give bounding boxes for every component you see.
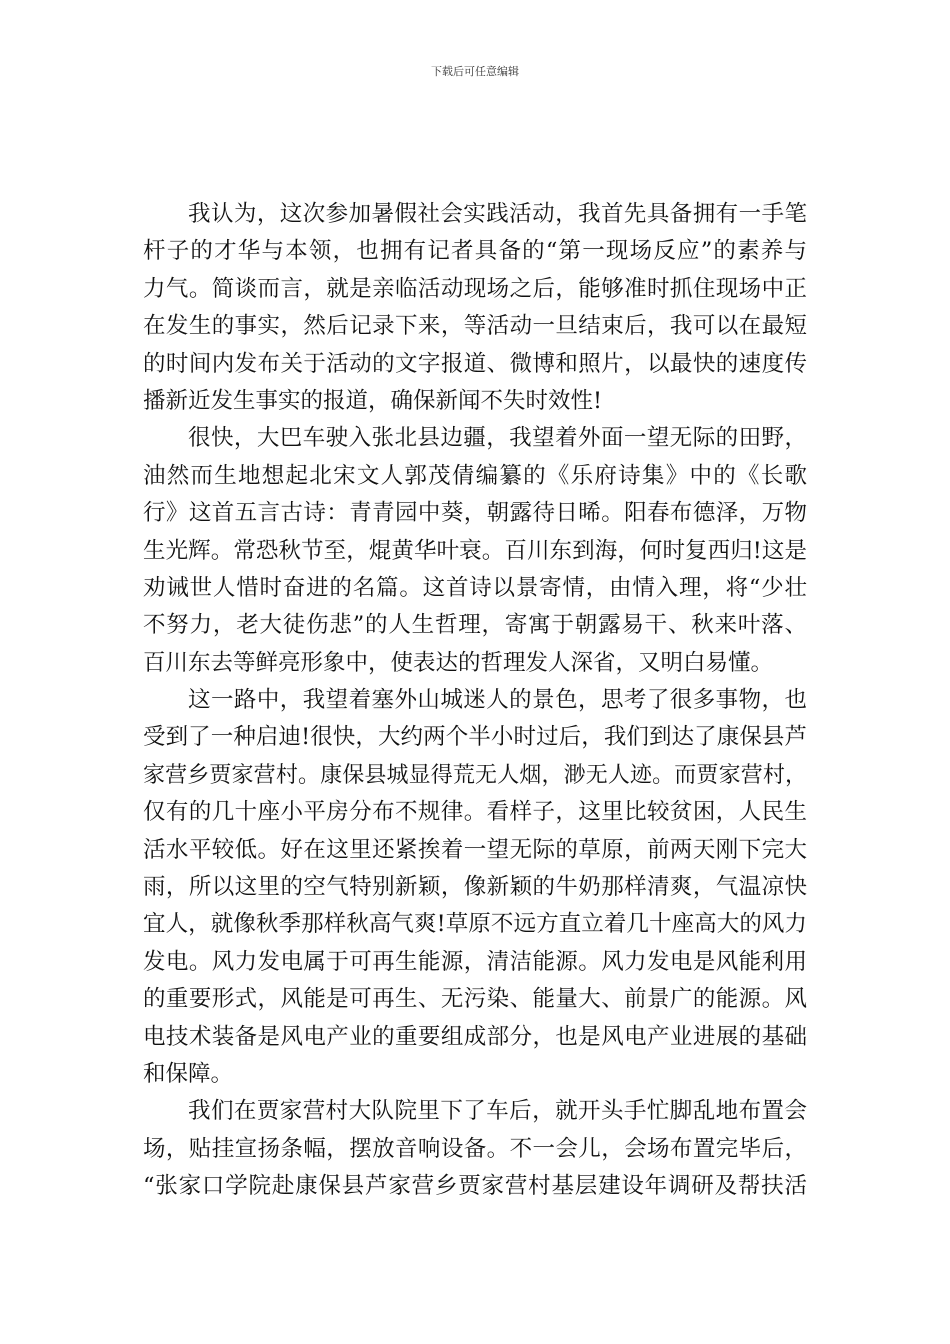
text-line: 宜人，就像秋季那样秋高气爽!草原不远方直立着几十座高大的风力	[143, 911, 807, 938]
text-line: 力气。简谈而言，就是亲临活动现场之后，能够准时抓住现场中正	[143, 275, 807, 302]
text-line: 和保障。	[143, 1060, 234, 1087]
text-line: 不努力，老大徒伤悲”的人生哲理，寄寓于朝露易干、秋来叶落、	[143, 612, 807, 639]
text-line: “张家口学院赴康保县芦家营乡贾家营村基层建设年调研及帮扶活	[143, 1173, 807, 1200]
text-line: 百川东去等鲜亮形象中，使表达的哲理发人深省，又明白易懂。	[143, 649, 774, 676]
text-line: 我们在贾家营村大队院里下了车后，就开头手忙脚乱地布置会	[188, 1098, 807, 1125]
text-line: 活水平较低。好在这里还紧挨着一望无际的草原，前两天刚下完大	[143, 836, 807, 863]
text-line: 杆子的才华与本领，也拥有记者具备的“第一现场反应”的素养与	[143, 238, 807, 265]
text-line: 这一路中，我望着塞外山城迷人的景色，思考了很多事物，也	[188, 687, 807, 714]
text-line: 很快，大巴车驶入张北县边疆，我望着外面一望无际的田野，	[188, 425, 807, 452]
text-line: 的时间内发布关于活动的文字报道、微博和照片，以最快的速度传	[143, 350, 807, 377]
text-line: 油然而生地想起北宋文人郭茂倩编纂的《乐府诗集》中的《长歌	[143, 462, 807, 489]
text-line: 播新近发生事实的报道，确保新闻不失时效性!	[143, 387, 603, 414]
text-line: 仅有的几十座小平房分布不规律。看样子，这里比较贫困，人民生	[143, 799, 807, 826]
text-line: 劝诫世人惜时奋进的名篇。这首诗以景寄情，由情入理，将“少壮	[143, 574, 807, 601]
text-line: 生光辉。常恐秋节至，焜黄华叶衰。百川东到海，何时复西归!这是	[143, 537, 807, 564]
text-line: 家营乡贾家营村。康保县城显得荒无人烟，渺无人迹。而贾家营村，	[143, 762, 807, 788]
body-text	[143, 196, 807, 1206]
page-header: 下载后可任意编辑	[431, 65, 519, 78]
text-line: 场，贴挂宣扬条幅，摆放音响设备。不一会儿，会场布置完毕后，	[143, 1135, 807, 1162]
text-line: 行》这首五言古诗：青青园中葵，朝露待日晞。阳春布德泽，万物	[143, 500, 807, 527]
text-line: 电技术装备是风电产业的重要组成部分，也是风电产业进展的基础	[143, 1023, 807, 1050]
text-line: 在发生的事实，然后记录下来，等活动一旦结束后，我可以在最短	[143, 313, 807, 340]
text-line: 我认为，这次参加暑假社会实践活动，我首先具备拥有一手笔	[188, 201, 807, 227]
text-line: 发电。风力发电属于可再生能源，清洁能源。风力发电是风能利用	[143, 948, 807, 975]
text-line: 雨，所以这里的空气特别新颖，像新颖的牛奶那样清爽，气温凉快	[143, 874, 807, 901]
text-line: 受到了一种启迪!很快，大约两个半小时过后，我们到达了康保县芦	[143, 724, 807, 751]
text-line: 的重要形式，风能是可再生、无污染、能量大、前景广的能源。风	[143, 986, 807, 1013]
